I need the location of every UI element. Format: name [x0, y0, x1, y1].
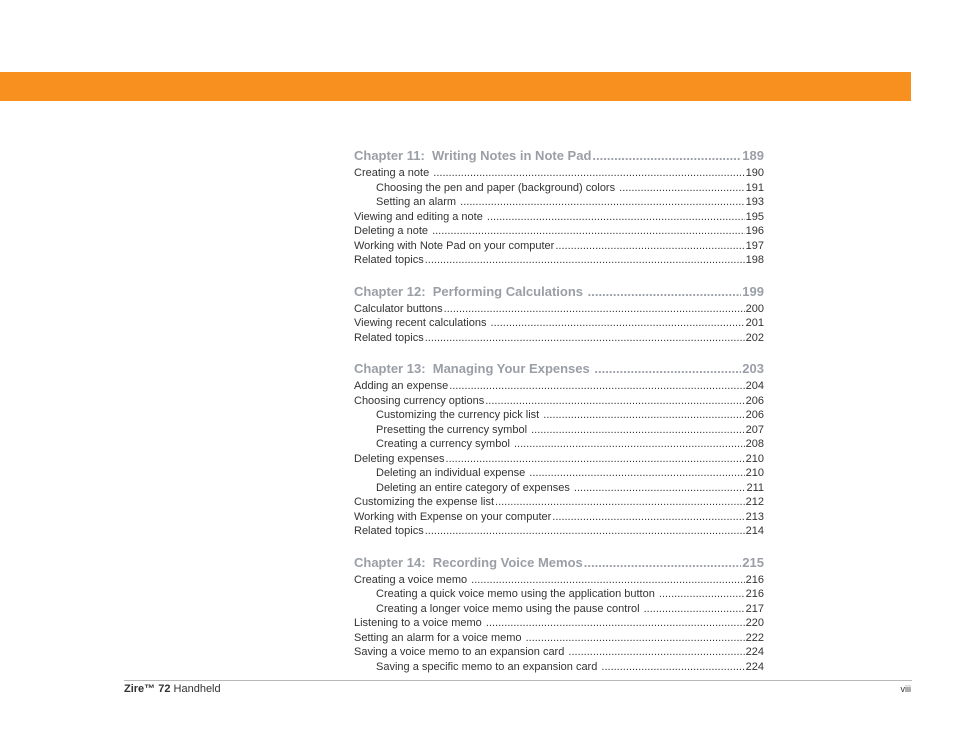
toc-subentry[interactable]	[354, 423, 764, 438]
chapter-title: Chapter 11: Writing Notes in Note Pad	[354, 148, 592, 163]
dot-leader	[471, 573, 744, 588]
toc-subentry[interactable]	[354, 602, 764, 617]
entry-page: 214	[745, 525, 764, 537]
toc-entry[interactable]	[354, 331, 764, 346]
dot-leader	[425, 524, 745, 539]
entry-page: 202	[745, 331, 764, 344]
entry-title: Related topics	[354, 525, 424, 537]
entry-page: 196	[745, 225, 764, 237]
toc-subentry[interactable]	[354, 466, 764, 481]
dot-leader	[644, 602, 745, 617]
toc-chapter-11[interactable]	[354, 146, 764, 165]
entry-title: Working with Expense on your computer	[354, 510, 552, 523]
entry-title: Saving a specific memo to an expansion card	[376, 660, 601, 673]
footer-product	[124, 683, 221, 695]
entry-title: Deleting an entire category of expenses	[376, 481, 573, 494]
entry-page: 197	[745, 239, 764, 252]
entry-page: 216	[745, 573, 764, 586]
entry-page: 206	[745, 409, 764, 421]
toc-entry[interactable]	[354, 224, 764, 239]
dot-leader	[543, 408, 744, 423]
section-gap	[354, 539, 764, 553]
product-suffix: Handheld	[170, 683, 221, 695]
section-gap	[354, 268, 764, 282]
entry-page: 222	[745, 631, 764, 644]
entry-page: 198	[745, 254, 764, 266]
toc-subentry[interactable]	[354, 195, 764, 210]
dot-leader	[446, 452, 745, 467]
table-of-contents	[354, 146, 764, 674]
entry-page: 220	[745, 617, 764, 629]
entry-title: Deleting an individual expense	[376, 467, 529, 479]
dot-leader	[529, 466, 744, 481]
toc-entry[interactable]	[354, 573, 764, 588]
dot-leader	[619, 181, 744, 196]
entry-page: 193	[745, 196, 764, 208]
footer-divider	[124, 680, 912, 681]
entry-title: Creating a voice memo	[354, 573, 471, 586]
product-name: Zire™ 72	[124, 683, 171, 695]
chapter-title: Chapter 14: Recording Voice Memos	[354, 554, 583, 570]
dot-leader	[433, 166, 744, 181]
toc-entry[interactable]	[354, 645, 764, 660]
entry-title: Choosing currency options	[354, 394, 485, 407]
toc-entry[interactable]	[354, 302, 764, 317]
dot-leader	[444, 302, 745, 317]
dot-leader	[568, 645, 744, 660]
entry-title: Presetting the currency symbol	[376, 423, 531, 436]
toc-subentry[interactable]	[354, 587, 764, 602]
toc-entry[interactable]	[354, 616, 764, 631]
dot-leader	[584, 553, 742, 572]
entry-page: 200	[745, 302, 764, 315]
toc-entry[interactable]	[354, 524, 764, 539]
entry-title: Related topics	[354, 331, 424, 344]
dot-leader	[592, 146, 741, 165]
chapter-page: 215	[742, 554, 764, 570]
entry-title: Deleting a note	[354, 225, 432, 237]
toc-entry[interactable]	[354, 495, 764, 510]
entry-page: 213	[745, 510, 764, 523]
entry-title: Deleting expenses	[354, 452, 445, 465]
dot-leader	[485, 394, 744, 409]
entry-title: Setting an alarm for a voice memo	[354, 631, 525, 644]
page-number: viii	[900, 684, 911, 694]
chapter-title: Chapter 12: Performing Calculations	[354, 283, 587, 299]
entry-page: 204	[745, 380, 764, 392]
dot-leader	[659, 587, 745, 602]
dot-leader	[449, 379, 744, 394]
entry-page: 212	[745, 496, 764, 508]
entry-page: 211	[746, 481, 764, 494]
dot-leader	[486, 616, 745, 631]
entry-page: 190	[745, 167, 764, 179]
entry-title: Customizing the currency pick list	[376, 409, 543, 421]
chapter-title: Chapter 13: Managing Your Expenses	[354, 361, 594, 376]
entry-title: Creating a longer voice memo using the pause control	[376, 602, 643, 615]
entry-title: Working with Note Pad on your computer	[354, 239, 555, 252]
entry-title: Adding an expense	[354, 380, 449, 392]
entry-title: Listening to a voice memo	[354, 617, 485, 629]
dot-leader	[531, 423, 745, 438]
toc-subentry[interactable]	[354, 481, 764, 496]
dot-leader	[491, 316, 745, 331]
entry-title: Customizing the expense list	[354, 496, 495, 508]
entry-title: Related topics	[354, 254, 424, 266]
entry-page: 217	[745, 602, 764, 615]
entry-page: 191	[745, 181, 764, 194]
dot-leader	[460, 195, 744, 210]
chapter-page: 189	[742, 148, 764, 163]
toc-entry[interactable]	[354, 239, 764, 254]
toc-entry[interactable]	[354, 379, 764, 394]
entry-page: 195	[745, 210, 764, 223]
entry-title: Calculator buttons	[354, 302, 443, 315]
entry-page: 208	[745, 438, 764, 450]
toc-entry[interactable]	[354, 316, 764, 331]
section-gap	[354, 345, 764, 359]
dot-leader	[574, 481, 746, 496]
toc-subentry[interactable]	[354, 181, 764, 196]
entry-title: Setting an alarm	[376, 196, 460, 208]
toc-entry[interactable]	[354, 253, 764, 268]
entry-page: 207	[745, 423, 764, 436]
entry-title: Creating a note	[354, 167, 433, 179]
toc-entry[interactable]	[354, 394, 764, 409]
toc-subentry[interactable]	[354, 660, 764, 675]
entry-title: Creating a quick voice memo using the application button	[376, 588, 658, 600]
entry-page: 206	[745, 394, 764, 407]
entry-title: Choosing the pen and paper (background) colors	[376, 181, 619, 194]
dot-leader	[487, 210, 745, 225]
header-banner	[0, 72, 911, 101]
entry-title: Viewing and editing a note	[354, 210, 486, 223]
entry-title: Viewing recent calculations	[354, 317, 490, 329]
toc-entry[interactable]	[354, 510, 764, 525]
dot-leader	[552, 510, 744, 525]
toc-entry[interactable]	[354, 166, 764, 181]
toc-chapter-13[interactable]	[354, 359, 764, 378]
dot-leader	[425, 253, 745, 268]
entry-page: 224	[745, 646, 764, 658]
toc-entry[interactable]	[354, 210, 764, 225]
dot-leader	[555, 239, 744, 254]
toc-subentry[interactable]	[354, 408, 764, 423]
dot-leader	[495, 495, 745, 510]
toc-entry[interactable]	[354, 452, 764, 467]
entry-page: 201	[745, 317, 764, 329]
dot-leader	[514, 437, 745, 452]
entry-page: 216	[745, 588, 764, 600]
toc-entry[interactable]	[354, 631, 764, 646]
entry-page: 224	[745, 660, 764, 673]
dot-leader	[526, 631, 745, 646]
toc-chapter-12[interactable]	[354, 282, 764, 301]
chapter-page: 199	[742, 283, 764, 299]
toc-chapter-14[interactable]	[354, 553, 764, 572]
entry-title: Creating a currency symbol	[376, 438, 513, 450]
dot-leader	[594, 359, 741, 378]
toc-subentry[interactable]	[354, 437, 764, 452]
dot-leader	[601, 660, 744, 675]
dot-leader	[425, 331, 745, 346]
dot-leader	[588, 282, 742, 301]
dot-leader	[432, 224, 745, 239]
chapter-page: 203	[742, 361, 764, 376]
entry-title: Saving a voice memo to an expansion card	[354, 646, 568, 658]
entry-page: 210	[745, 467, 764, 479]
entry-page: 210	[745, 452, 764, 465]
